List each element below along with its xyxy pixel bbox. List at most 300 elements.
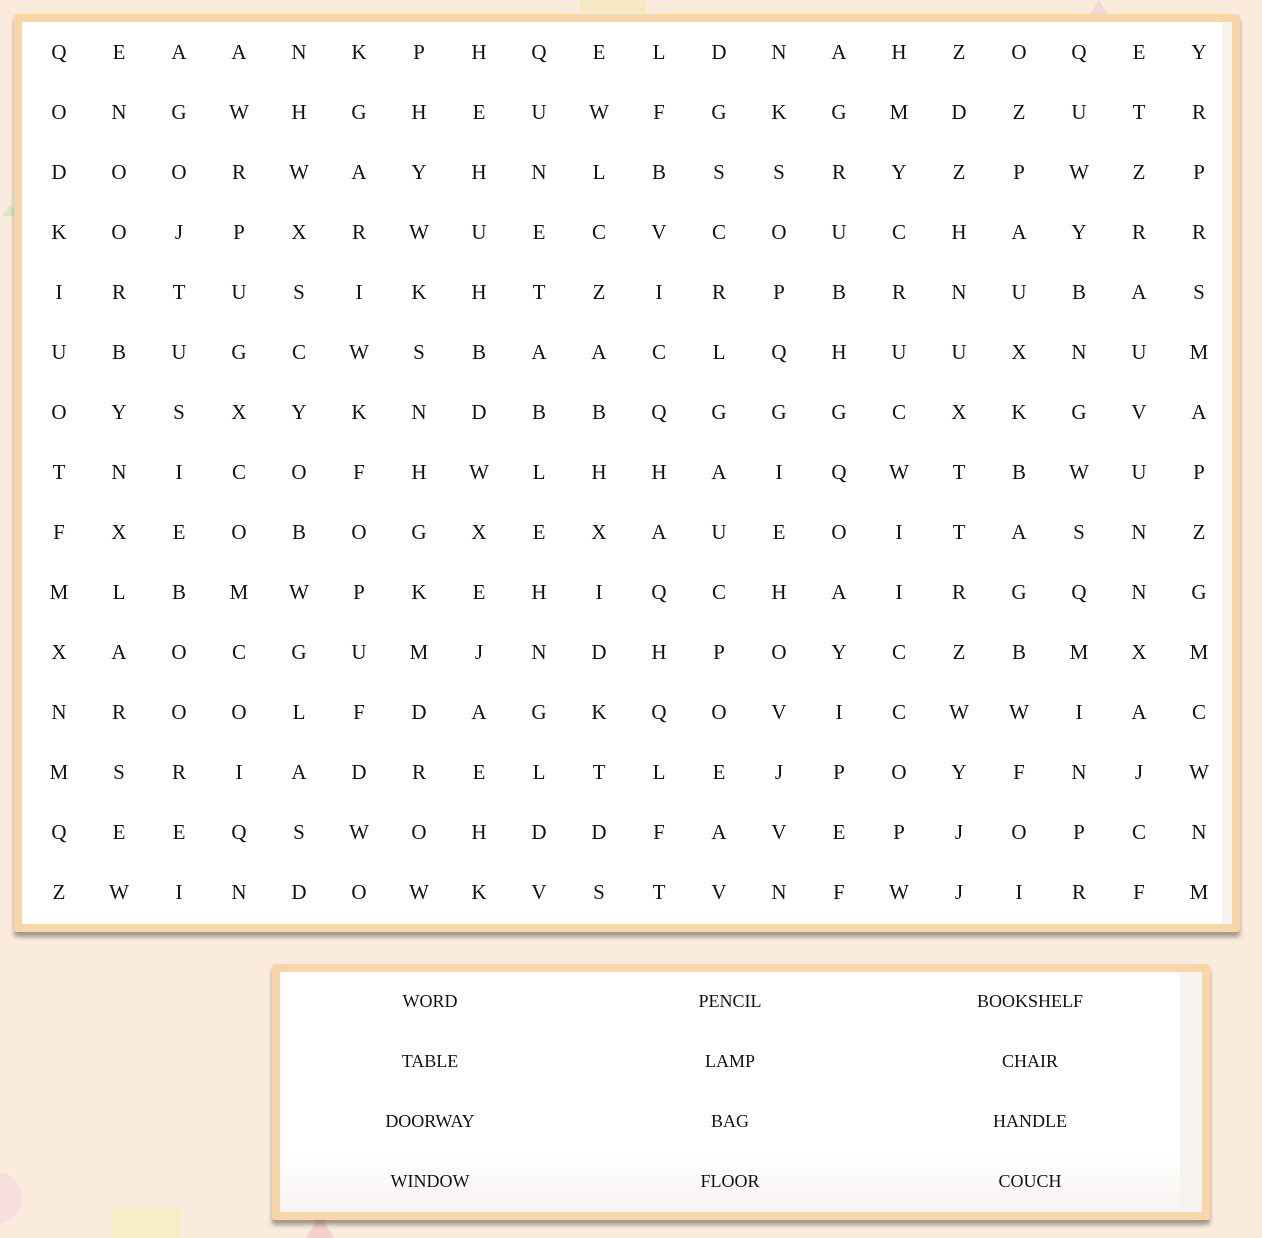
grid-cell[interactable]: C bbox=[1131, 820, 1146, 844]
grid-cell[interactable]: W bbox=[409, 880, 429, 904]
grid-cell[interactable]: A bbox=[1011, 520, 1027, 544]
grid-cell[interactable]: P bbox=[233, 220, 245, 244]
grid-cell[interactable]: B bbox=[531, 400, 546, 424]
grid-cell[interactable]: H bbox=[951, 220, 967, 244]
grid-cell[interactable]: V bbox=[771, 820, 787, 844]
grid-cell[interactable]: M bbox=[49, 760, 69, 784]
grid-cell[interactable]: W bbox=[109, 880, 129, 904]
grid-cell[interactable]: U bbox=[711, 520, 727, 544]
grid-cell[interactable]: W bbox=[1069, 160, 1089, 184]
grid-cell[interactable]: I bbox=[1015, 880, 1023, 904]
grid-cell[interactable]: W bbox=[1069, 460, 1089, 484]
grid-cell[interactable]: R bbox=[351, 220, 366, 244]
grid-cell[interactable]: P bbox=[773, 280, 785, 304]
grid-cell[interactable]: A bbox=[1011, 220, 1027, 244]
grid-cell[interactable]: Q bbox=[51, 40, 67, 64]
grid-cell[interactable]: Y bbox=[111, 400, 127, 424]
grid-cell[interactable]: O bbox=[291, 460, 307, 484]
grid-cell[interactable]: B bbox=[291, 520, 306, 544]
grid-cell[interactable]: S bbox=[773, 160, 785, 184]
grid-cell[interactable]: O bbox=[351, 880, 367, 904]
grid-cell[interactable]: W bbox=[349, 340, 369, 364]
grid-cell[interactable]: A bbox=[1191, 400, 1207, 424]
grid-cell[interactable]: K bbox=[51, 220, 67, 244]
grid-cell[interactable]: H bbox=[471, 40, 487, 64]
grid-cell[interactable]: G bbox=[291, 640, 307, 664]
grid-cell[interactable]: L bbox=[652, 40, 666, 64]
grid-cell[interactable]: L bbox=[712, 340, 726, 364]
grid-cell[interactable]: G bbox=[531, 700, 547, 724]
grid-cell[interactable]: U bbox=[1131, 340, 1147, 364]
grid-cell[interactable]: U bbox=[891, 340, 907, 364]
grid-cell[interactable]: D bbox=[531, 820, 547, 844]
grid-cell[interactable]: N bbox=[951, 280, 967, 304]
grid-cell[interactable]: P bbox=[713, 640, 725, 664]
grid-cell[interactable]: J bbox=[954, 820, 964, 844]
grid-cell[interactable]: J bbox=[174, 220, 184, 244]
grid-cell[interactable]: F bbox=[53, 520, 65, 544]
grid-cell[interactable]: I bbox=[895, 580, 903, 604]
grid-cell[interactable]: T bbox=[1132, 100, 1146, 124]
grid-cell[interactable]: B bbox=[591, 400, 606, 424]
grid-cell[interactable]: U bbox=[51, 340, 67, 364]
grid-cell[interactable]: S bbox=[293, 820, 305, 844]
grid-cell[interactable]: H bbox=[471, 280, 487, 304]
grid-cell[interactable]: L bbox=[652, 760, 666, 784]
grid-cell[interactable]: H bbox=[591, 460, 607, 484]
grid-cell[interactable]: U bbox=[471, 220, 487, 244]
grid-cell[interactable]: Y bbox=[951, 760, 967, 784]
grid-cell[interactable]: F bbox=[653, 820, 665, 844]
grid-cell[interactable]: G bbox=[171, 100, 187, 124]
grid-cell[interactable]: P bbox=[1193, 160, 1205, 184]
grid-cell[interactable]: V bbox=[531, 880, 547, 904]
grid-cell[interactable]: O bbox=[411, 820, 427, 844]
grid-cell[interactable]: C bbox=[231, 640, 246, 664]
grid-cell[interactable]: G bbox=[711, 100, 727, 124]
grid-cell[interactable]: X bbox=[111, 520, 127, 544]
grid-cell[interactable]: N bbox=[231, 880, 247, 904]
grid-cell[interactable]: Z bbox=[952, 160, 966, 184]
grid-cell[interactable]: S bbox=[713, 160, 725, 184]
grid-cell[interactable]: J bbox=[774, 760, 784, 784]
grid-cell[interactable]: C bbox=[891, 220, 906, 244]
grid-cell[interactable]: X bbox=[291, 220, 307, 244]
grid-cell[interactable]: O bbox=[171, 640, 187, 664]
grid-cell[interactable]: O bbox=[891, 760, 907, 784]
grid-cell[interactable]: T bbox=[172, 280, 186, 304]
grid-cell[interactable]: A bbox=[591, 340, 607, 364]
grid-cell[interactable]: O bbox=[51, 400, 67, 424]
grid-cell[interactable]: E bbox=[832, 820, 846, 844]
grid-cell[interactable]: T bbox=[592, 760, 606, 784]
grid-cell[interactable]: A bbox=[711, 460, 727, 484]
grid-cell[interactable]: Q bbox=[771, 340, 787, 364]
grid-cell[interactable]: U bbox=[171, 340, 187, 364]
grid-cell[interactable]: R bbox=[231, 160, 246, 184]
grid-cell[interactable]: U bbox=[831, 220, 847, 244]
grid-cell[interactable]: T bbox=[532, 280, 546, 304]
grid-cell[interactable]: C bbox=[891, 700, 906, 724]
grid-cell[interactable]: A bbox=[831, 580, 847, 604]
grid-cell[interactable]: V bbox=[1131, 400, 1147, 424]
grid-cell[interactable]: C bbox=[591, 220, 606, 244]
grid-cell[interactable]: H bbox=[471, 160, 487, 184]
grid-cell[interactable]: Q bbox=[651, 400, 667, 424]
grid-cell[interactable]: G bbox=[411, 520, 427, 544]
grid-cell[interactable]: U bbox=[951, 340, 967, 364]
grid-cell[interactable]: K bbox=[1011, 400, 1027, 424]
grid-cell[interactable]: M bbox=[889, 100, 909, 124]
grid-cell[interactable]: N bbox=[771, 880, 787, 904]
grid-cell[interactable]: D bbox=[351, 760, 367, 784]
grid-cell[interactable]: S bbox=[413, 340, 425, 364]
grid-cell[interactable]: J bbox=[954, 880, 964, 904]
grid-cell[interactable]: R bbox=[1191, 100, 1206, 124]
grid-cell[interactable]: O bbox=[771, 640, 787, 664]
grid-cell[interactable]: W bbox=[1189, 760, 1209, 784]
grid-cell[interactable]: X bbox=[231, 400, 247, 424]
grid-cell[interactable]: M bbox=[49, 580, 69, 604]
grid-cell[interactable]: A bbox=[111, 640, 127, 664]
grid-cell[interactable]: F bbox=[353, 700, 365, 724]
grid-cell[interactable]: L bbox=[292, 700, 306, 724]
grid-cell[interactable]: N bbox=[771, 40, 787, 64]
grid-cell[interactable]: A bbox=[231, 40, 247, 64]
grid-cell[interactable]: K bbox=[591, 700, 607, 724]
grid-cell[interactable]: T bbox=[52, 460, 66, 484]
grid-cell[interactable]: W bbox=[1009, 700, 1029, 724]
grid-cell[interactable]: U bbox=[1131, 460, 1147, 484]
grid-cell[interactable]: N bbox=[1071, 340, 1087, 364]
grid-cell[interactable]: B bbox=[651, 160, 666, 184]
grid-cell[interactable]: P bbox=[353, 580, 365, 604]
grid-cell[interactable]: E bbox=[172, 820, 186, 844]
grid-cell[interactable]: S bbox=[173, 400, 185, 424]
grid-cell[interactable]: H bbox=[651, 460, 667, 484]
grid-cell[interactable]: D bbox=[411, 700, 427, 724]
grid-cell[interactable]: E bbox=[532, 520, 546, 544]
grid-cell[interactable]: A bbox=[831, 40, 847, 64]
grid-cell[interactable]: N bbox=[111, 100, 127, 124]
grid-cell[interactable]: L bbox=[592, 160, 606, 184]
grid-cell[interactable]: H bbox=[891, 40, 907, 64]
grid-cell[interactable]: Z bbox=[52, 880, 66, 904]
grid-cell[interactable]: E bbox=[1132, 40, 1146, 64]
grid-cell[interactable]: O bbox=[111, 160, 127, 184]
grid-cell[interactable]: X bbox=[1011, 340, 1027, 364]
grid-cell[interactable]: E bbox=[112, 40, 126, 64]
grid-cell[interactable]: S bbox=[113, 760, 125, 784]
grid-cell[interactable]: N bbox=[1131, 580, 1147, 604]
grid-cell[interactable]: G bbox=[1011, 580, 1027, 604]
grid-cell[interactable]: P bbox=[833, 760, 845, 784]
grid-cell[interactable]: S bbox=[293, 280, 305, 304]
grid-cell[interactable]: O bbox=[711, 700, 727, 724]
grid-cell[interactable]: E bbox=[472, 580, 486, 604]
grid-cell[interactable]: J bbox=[474, 640, 484, 664]
grid-cell[interactable]: I bbox=[1075, 700, 1083, 724]
grid-cell[interactable]: O bbox=[831, 520, 847, 544]
grid-cell[interactable]: V bbox=[711, 880, 727, 904]
grid-cell[interactable]: H bbox=[291, 100, 307, 124]
grid-cell[interactable]: N bbox=[111, 460, 127, 484]
grid-cell[interactable]: P bbox=[1073, 820, 1085, 844]
grid-cell[interactable]: G bbox=[1191, 580, 1207, 604]
grid-cell[interactable]: E bbox=[172, 520, 186, 544]
grid-cell[interactable]: Z bbox=[952, 40, 966, 64]
grid-cell[interactable]: H bbox=[411, 460, 427, 484]
grid-cell[interactable]: M bbox=[1189, 880, 1209, 904]
grid-cell[interactable]: D bbox=[711, 40, 727, 64]
grid-cell[interactable]: A bbox=[171, 40, 187, 64]
grid-cell[interactable]: Y bbox=[1071, 220, 1087, 244]
grid-cell[interactable]: H bbox=[771, 580, 787, 604]
grid-cell[interactable]: O bbox=[171, 700, 187, 724]
grid-cell[interactable]: M bbox=[229, 580, 249, 604]
grid-cell[interactable]: P bbox=[413, 40, 425, 64]
grid-cell[interactable]: X bbox=[51, 640, 67, 664]
grid-cell[interactable]: D bbox=[591, 820, 607, 844]
grid-cell[interactable]: A bbox=[291, 760, 307, 784]
grid-cell[interactable]: Y bbox=[411, 160, 427, 184]
grid-cell[interactable]: U bbox=[1011, 280, 1027, 304]
grid-cell[interactable]: J bbox=[1134, 760, 1144, 784]
grid-cell[interactable]: O bbox=[231, 520, 247, 544]
grid-cell[interactable]: M bbox=[1069, 640, 1089, 664]
grid-cell[interactable]: O bbox=[171, 160, 187, 184]
grid-cell[interactable]: O bbox=[51, 100, 67, 124]
grid-cell[interactable]: Z bbox=[1132, 160, 1146, 184]
grid-cell[interactable]: I bbox=[175, 460, 183, 484]
grid-cell[interactable]: K bbox=[411, 580, 427, 604]
grid-cell[interactable]: C bbox=[891, 640, 906, 664]
grid-cell[interactable]: I bbox=[775, 460, 783, 484]
grid-cell[interactable]: N bbox=[1131, 520, 1147, 544]
grid-cell[interactable]: H bbox=[651, 640, 667, 664]
grid-cell[interactable]: G bbox=[351, 100, 367, 124]
grid-cell[interactable]: N bbox=[531, 160, 547, 184]
grid-cell[interactable]: Q bbox=[531, 40, 547, 64]
grid-cell[interactable]: X bbox=[951, 400, 967, 424]
grid-cell[interactable]: B bbox=[171, 580, 186, 604]
grid-cell[interactable]: W bbox=[289, 160, 309, 184]
grid-cell[interactable]: Q bbox=[51, 820, 67, 844]
grid-cell[interactable]: S bbox=[1073, 520, 1085, 544]
grid-cell[interactable]: R bbox=[1131, 220, 1146, 244]
grid-cell[interactable]: H bbox=[531, 580, 547, 604]
grid-cell[interactable]: E bbox=[712, 760, 726, 784]
grid-cell[interactable]: K bbox=[351, 400, 367, 424]
grid-cell[interactable]: W bbox=[349, 820, 369, 844]
grid-cell[interactable]: V bbox=[771, 700, 787, 724]
grid-cell[interactable]: Y bbox=[1191, 40, 1207, 64]
grid-cell[interactable]: W bbox=[229, 100, 249, 124]
grid-cell[interactable]: A bbox=[651, 520, 667, 544]
grid-cell[interactable]: Q bbox=[651, 700, 667, 724]
grid-cell[interactable]: F bbox=[1013, 760, 1025, 784]
grid-cell[interactable]: F bbox=[833, 880, 845, 904]
grid-cell[interactable]: H bbox=[831, 340, 847, 364]
grid-cell[interactable]: Y bbox=[831, 640, 847, 664]
grid-cell[interactable]: T bbox=[952, 520, 966, 544]
grid-cell[interactable]: X bbox=[471, 520, 487, 544]
grid-cell[interactable]: B bbox=[1011, 460, 1026, 484]
grid-cell[interactable]: R bbox=[111, 280, 126, 304]
grid-cell[interactable]: V bbox=[651, 220, 667, 244]
grid-cell[interactable]: B bbox=[1011, 640, 1026, 664]
grid-cell[interactable]: B bbox=[831, 280, 846, 304]
grid-cell[interactable]: P bbox=[1193, 460, 1205, 484]
grid-cell[interactable]: Y bbox=[291, 400, 307, 424]
grid-cell[interactable]: R bbox=[411, 760, 426, 784]
grid-cell[interactable]: W bbox=[289, 580, 309, 604]
grid-cell[interactable]: S bbox=[1193, 280, 1205, 304]
grid-cell[interactable]: A bbox=[531, 340, 547, 364]
grid-cell[interactable]: R bbox=[891, 280, 906, 304]
grid-cell[interactable]: F bbox=[1133, 880, 1145, 904]
grid-cell[interactable]: G bbox=[711, 400, 727, 424]
grid-cell[interactable]: E bbox=[532, 220, 546, 244]
grid-cell[interactable]: N bbox=[1191, 820, 1207, 844]
grid-cell[interactable]: D bbox=[471, 400, 487, 424]
grid-cell[interactable]: A bbox=[351, 160, 367, 184]
grid-cell[interactable]: Q bbox=[651, 580, 667, 604]
grid-cell[interactable]: L bbox=[532, 760, 546, 784]
grid-cell[interactable]: B bbox=[471, 340, 486, 364]
grid-cell[interactable]: O bbox=[1011, 40, 1027, 64]
grid-cell[interactable]: O bbox=[1011, 820, 1027, 844]
grid-cell[interactable]: I bbox=[835, 700, 843, 724]
grid-cell[interactable]: T bbox=[652, 880, 666, 904]
grid-cell[interactable]: I bbox=[55, 280, 63, 304]
grid-cell[interactable]: I bbox=[655, 280, 663, 304]
grid-cell[interactable]: R bbox=[1071, 880, 1086, 904]
grid-cell[interactable]: K bbox=[351, 40, 367, 64]
grid-cell[interactable]: S bbox=[593, 880, 605, 904]
grid-cell[interactable]: R bbox=[951, 580, 966, 604]
grid-cell[interactable]: C bbox=[891, 400, 906, 424]
grid-cell[interactable]: M bbox=[1189, 340, 1209, 364]
grid-cell[interactable]: C bbox=[711, 220, 726, 244]
grid-cell[interactable]: U bbox=[351, 640, 367, 664]
grid-cell[interactable]: R bbox=[1191, 220, 1206, 244]
grid-cell[interactable]: N bbox=[51, 700, 67, 724]
grid-cell[interactable]: I bbox=[355, 280, 363, 304]
grid-cell[interactable]: E bbox=[472, 760, 486, 784]
grid-cell[interactable]: I bbox=[235, 760, 243, 784]
grid-cell[interactable]: N bbox=[531, 640, 547, 664]
grid-cell[interactable]: W bbox=[409, 220, 429, 244]
grid-cell[interactable]: Q bbox=[1071, 580, 1087, 604]
grid-cell[interactable]: F bbox=[353, 460, 365, 484]
grid-cell[interactable]: C bbox=[711, 580, 726, 604]
grid-cell[interactable]: E bbox=[592, 40, 606, 64]
grid-cell[interactable]: G bbox=[1071, 400, 1087, 424]
grid-cell[interactable]: M bbox=[1189, 640, 1209, 664]
grid-cell[interactable]: N bbox=[291, 40, 307, 64]
grid-cell[interactable]: O bbox=[231, 700, 247, 724]
grid-cell[interactable]: M bbox=[409, 640, 429, 664]
grid-cell[interactable]: E bbox=[112, 820, 126, 844]
grid-cell[interactable]: T bbox=[952, 460, 966, 484]
grid-cell[interactable]: X bbox=[591, 520, 607, 544]
grid-cell[interactable]: D bbox=[951, 100, 967, 124]
grid-cell[interactable]: Q bbox=[231, 820, 247, 844]
grid-cell[interactable]: D bbox=[291, 880, 307, 904]
grid-cell[interactable]: R bbox=[711, 280, 726, 304]
grid-cell[interactable]: I bbox=[895, 520, 903, 544]
grid-cell[interactable]: D bbox=[591, 640, 607, 664]
grid-cell[interactable]: I bbox=[595, 580, 603, 604]
grid-cell[interactable]: R bbox=[111, 700, 126, 724]
grid-cell[interactable]: A bbox=[711, 820, 727, 844]
grid-cell[interactable]: C bbox=[651, 340, 666, 364]
grid-cell[interactable]: Q bbox=[831, 460, 847, 484]
grid-cell[interactable]: D bbox=[51, 160, 67, 184]
grid-cell[interactable]: L bbox=[532, 460, 546, 484]
grid-cell[interactable]: Z bbox=[952, 640, 966, 664]
grid-cell[interactable]: F bbox=[653, 100, 665, 124]
grid-cell[interactable]: K bbox=[771, 100, 787, 124]
grid-cell[interactable]: R bbox=[831, 160, 846, 184]
grid-cell[interactable]: P bbox=[893, 820, 905, 844]
grid-cell[interactable]: B bbox=[111, 340, 126, 364]
grid-cell[interactable]: Q bbox=[1071, 40, 1087, 64]
grid-cell[interactable]: A bbox=[471, 700, 487, 724]
grid-cell[interactable]: B bbox=[1071, 280, 1086, 304]
grid-cell[interactable]: U bbox=[231, 280, 247, 304]
grid-cell[interactable]: L bbox=[112, 580, 126, 604]
grid-cell[interactable]: N bbox=[411, 400, 427, 424]
grid-cell[interactable]: W bbox=[469, 460, 489, 484]
grid-cell[interactable]: Z bbox=[1012, 100, 1026, 124]
grid-cell[interactable]: O bbox=[111, 220, 127, 244]
grid-cell[interactable]: K bbox=[411, 280, 427, 304]
grid-cell[interactable]: G bbox=[231, 340, 247, 364]
grid-cell[interactable]: E bbox=[772, 520, 786, 544]
grid-cell[interactable]: Z bbox=[592, 280, 606, 304]
grid-cell[interactable]: W bbox=[889, 460, 909, 484]
grid-cell[interactable]: G bbox=[831, 100, 847, 124]
grid-cell[interactable]: R bbox=[171, 760, 186, 784]
grid-cell[interactable]: H bbox=[411, 100, 427, 124]
grid-cell[interactable]: Z bbox=[1192, 520, 1206, 544]
grid-cell[interactable]: U bbox=[1071, 100, 1087, 124]
grid-cell[interactable]: K bbox=[471, 880, 487, 904]
grid-cell[interactable]: C bbox=[1191, 700, 1206, 724]
grid-cell[interactable]: W bbox=[949, 700, 969, 724]
grid-cell[interactable]: U bbox=[531, 100, 547, 124]
grid-cell[interactable]: E bbox=[472, 100, 486, 124]
grid-cell[interactable]: P bbox=[1013, 160, 1025, 184]
grid-cell[interactable]: N bbox=[1071, 760, 1087, 784]
grid-cell[interactable]: W bbox=[589, 100, 609, 124]
grid-cell[interactable]: H bbox=[471, 820, 487, 844]
grid-cell[interactable]: Y bbox=[891, 160, 907, 184]
grid-cell[interactable]: O bbox=[351, 520, 367, 544]
grid-cell[interactable]: C bbox=[291, 340, 306, 364]
grid-cell[interactable]: O bbox=[771, 220, 787, 244]
grid-cell[interactable]: A bbox=[1131, 280, 1147, 304]
grid-cell[interactable]: X bbox=[1131, 640, 1147, 664]
grid-cell[interactable]: A bbox=[1131, 700, 1147, 724]
grid-cell[interactable]: C bbox=[231, 460, 246, 484]
grid-cell[interactable]: G bbox=[771, 400, 787, 424]
grid-cell[interactable]: I bbox=[175, 880, 183, 904]
grid-cell[interactable]: G bbox=[831, 400, 847, 424]
grid-cell[interactable]: W bbox=[889, 880, 909, 904]
